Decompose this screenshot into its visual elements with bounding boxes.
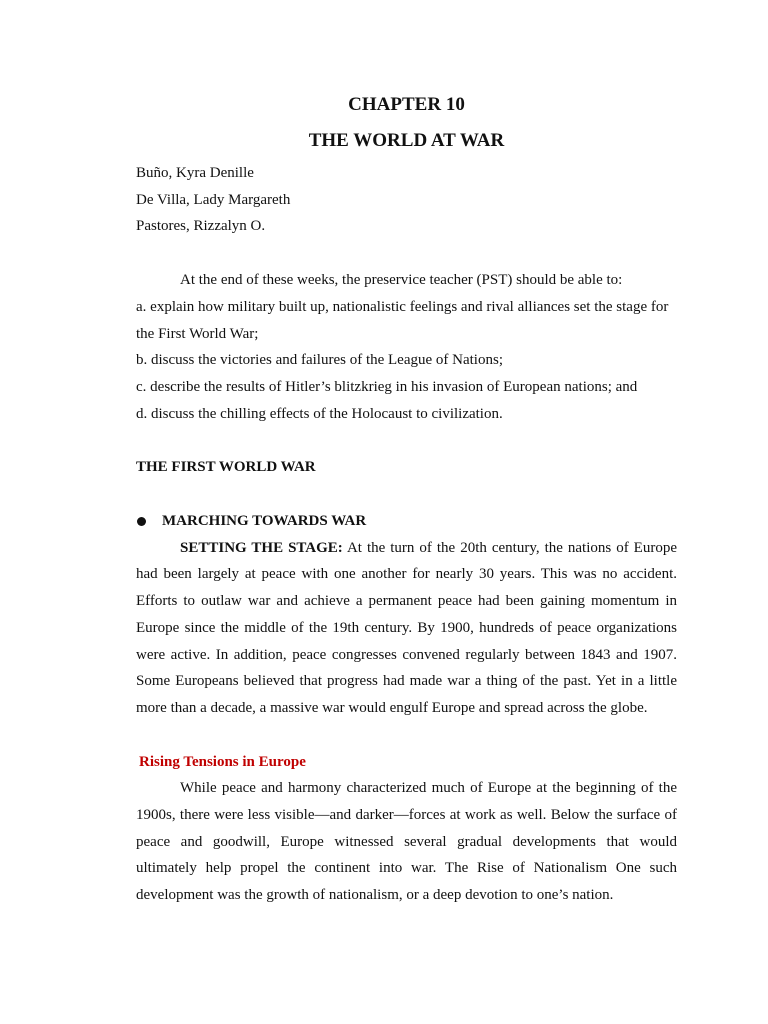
spacer — [136, 722, 677, 749]
section-heading: THE FIRST WORLD WAR — [136, 459, 316, 476]
bullet-heading — [136, 508, 677, 535]
author-name: Pastores, Rizzalyn O. — [136, 218, 266, 235]
bullet-dot-icon — [137, 517, 146, 526]
author-name: Buño, Kyra Denille — [136, 165, 254, 181]
objectives-intro: At the end of these weeks, the preservice teacher (PST) should be able to: — [180, 272, 623, 289]
spacer — [136, 240, 677, 267]
setting-the-stage-text: At the turn of the 20th century, the nations of Europe had been largely at peace with one another for nearly 30 years. This was no accident. Efforts to outlaw war and achieve a permanent peace had been gaining momentum in Europe since the middle of the 19th century. By 1900, hundreds of peace organizations were active. In addition, peace congresses convened regularly between 1843 and 1907. Some Europeans believed that progress had made war a thing of the past. Yet in a little more than a decade, a massive war would engulf Europe and spread across the globe. — [136, 539, 677, 716]
subheading-rising-tensions: Rising Tensions in Europe — [139, 753, 306, 770]
objective-item: b. discuss the victories and failures of the League of Nations; — [136, 352, 503, 369]
author-list — [136, 160, 677, 240]
author-name: De Villa, Lady Margareth — [136, 191, 291, 208]
chapter-number: CHAPTER 10 — [348, 94, 465, 115]
spacer — [136, 427, 677, 454]
objective-item: a. explain how military built up, nationalistic feelings and rival alliances set the stage for the First World War; — [136, 298, 669, 342]
setting-the-stage-lead: SETTING THE STAGE: — [180, 539, 343, 556]
document-page — [136, 92, 677, 909]
chapter-title: THE WORLD AT WAR — [308, 130, 505, 151]
bullet-heading-text: MARCHING TOWARDS WAR — [162, 513, 367, 530]
objective-item: c. describe the results of Hitler’s blitzkrieg in his invasion of European nations; and — [136, 378, 638, 395]
spacer — [136, 481, 677, 508]
objective-item: d. discuss the chilling effects of the Holocaust to civilization. — [136, 405, 503, 422]
setting-the-stage-paragraph — [136, 535, 677, 722]
rising-tensions-paragraph: While peace and harmony characterized much of Europe at the beginning of the 1900s, there were less visible—and darker—forces at work as well. Below the surface of peace and goodwill, Europe witnessed several gradual developments that would ultimately help propel the continent into war. The Rise of Nationalism One such development was the growth of nationalism, or a deep devotion to one’s nation. — [136, 780, 677, 904]
